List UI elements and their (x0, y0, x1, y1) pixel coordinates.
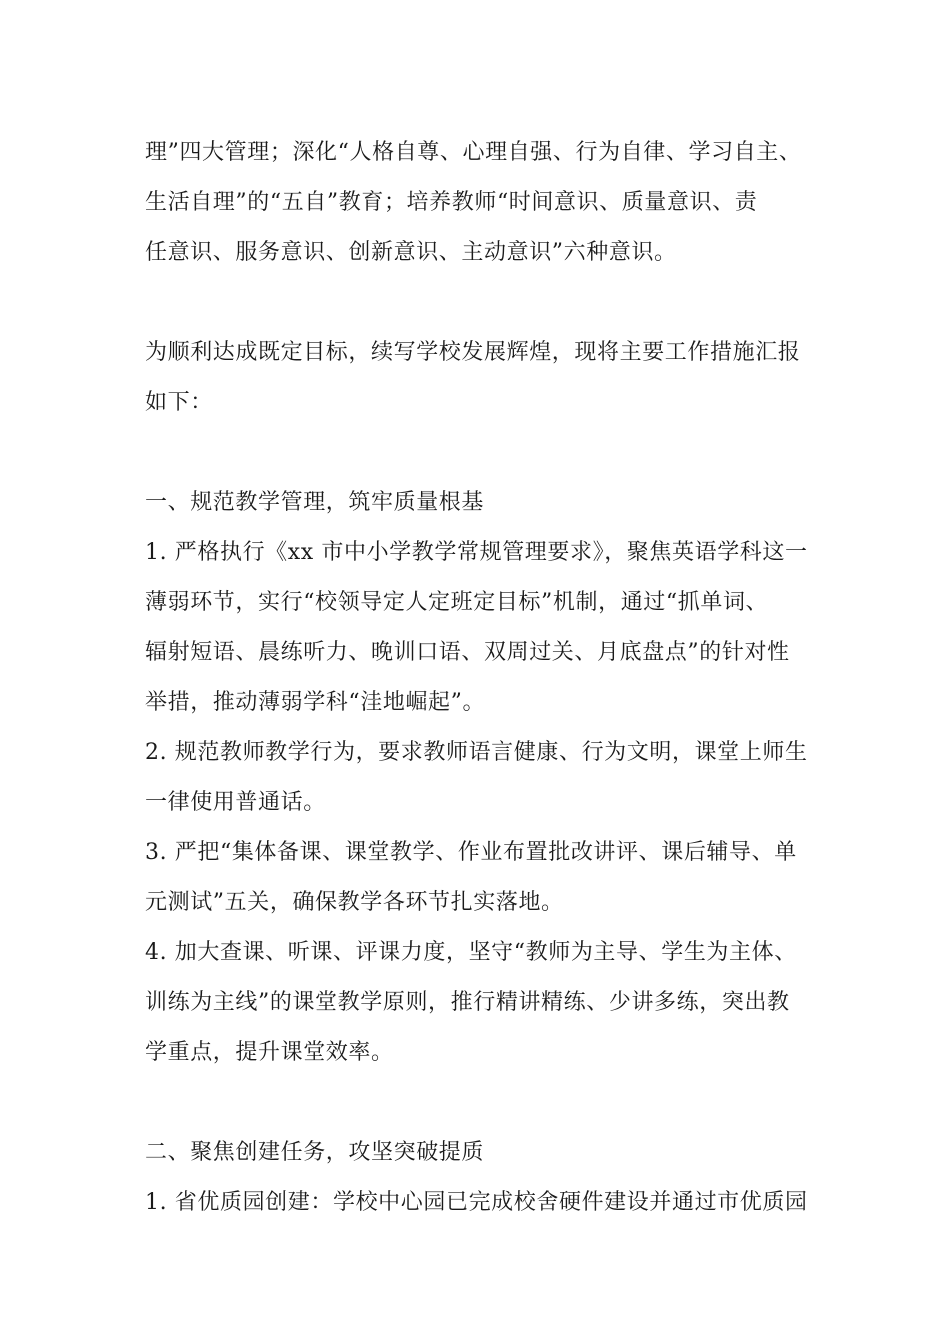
text-line: 薄弱环节，实行“校领导定人定班定目标”机制，通过“抓单词、 (145, 590, 769, 615)
text-line: 1. 省优质园创建：学校中心园已完成校舍硬件建设并通过市优质园 (145, 1190, 808, 1215)
document-page (145, 128, 845, 1228)
text-line: 学重点，提升课堂效率。 (145, 1040, 394, 1065)
section-heading-2: 二、聚焦创建任务，攻坚突破提质 (145, 1140, 485, 1165)
blank-line (145, 278, 845, 328)
text-line: 一律使用普通话。 (145, 790, 326, 815)
text-line: 生活自理”的“五自”教育；培养教师“时间意识、质量意识、责 (145, 190, 758, 215)
blank-line (145, 1078, 845, 1128)
text-line: 为顺利达成既定目标，续写学校发展辉煌，现将主要工作措施汇报 (145, 340, 801, 365)
text-line: 元测试”五关，确保教学各环节扎实落地。 (145, 890, 564, 915)
text-line: 3. 严把“集体备课、课堂教学、作业布置批改讲评、课后辅导、单 (145, 840, 797, 865)
text-line: 4. 加大查课、听课、评课力度，坚守“教师为主导、学生为主体、 (145, 940, 797, 965)
text-line: 理”四大管理；深化“人格自尊、心理自强、行为自律、学习自主、 (145, 140, 802, 165)
text-line: 举措，推动薄弱学科“洼地崛起”。 (145, 690, 486, 715)
text-line: 任意识、服务意识、创新意识、主动意识”六种意识。 (145, 240, 677, 265)
text-line: 如下： (145, 390, 213, 415)
blank-line (145, 428, 845, 478)
text-line: 训练为主线”的课堂教学原则，推行精讲精练、少讲多练，突出教 (145, 990, 790, 1015)
section-heading-1: 一、规范教学管理，筑牢质量根基 (145, 490, 485, 515)
text-line: 2. 规范教师教学行为，要求教师语言健康、行为文明，课堂上师生 (145, 740, 808, 765)
text-line: 1. 严格执行《xx 市中小学教学常规管理要求》，聚焦英语学科这一 (145, 540, 808, 565)
text-line: 辐射短语、晨练听力、晚训口语、双周过关、月底盘点”的针对性 (145, 640, 790, 665)
